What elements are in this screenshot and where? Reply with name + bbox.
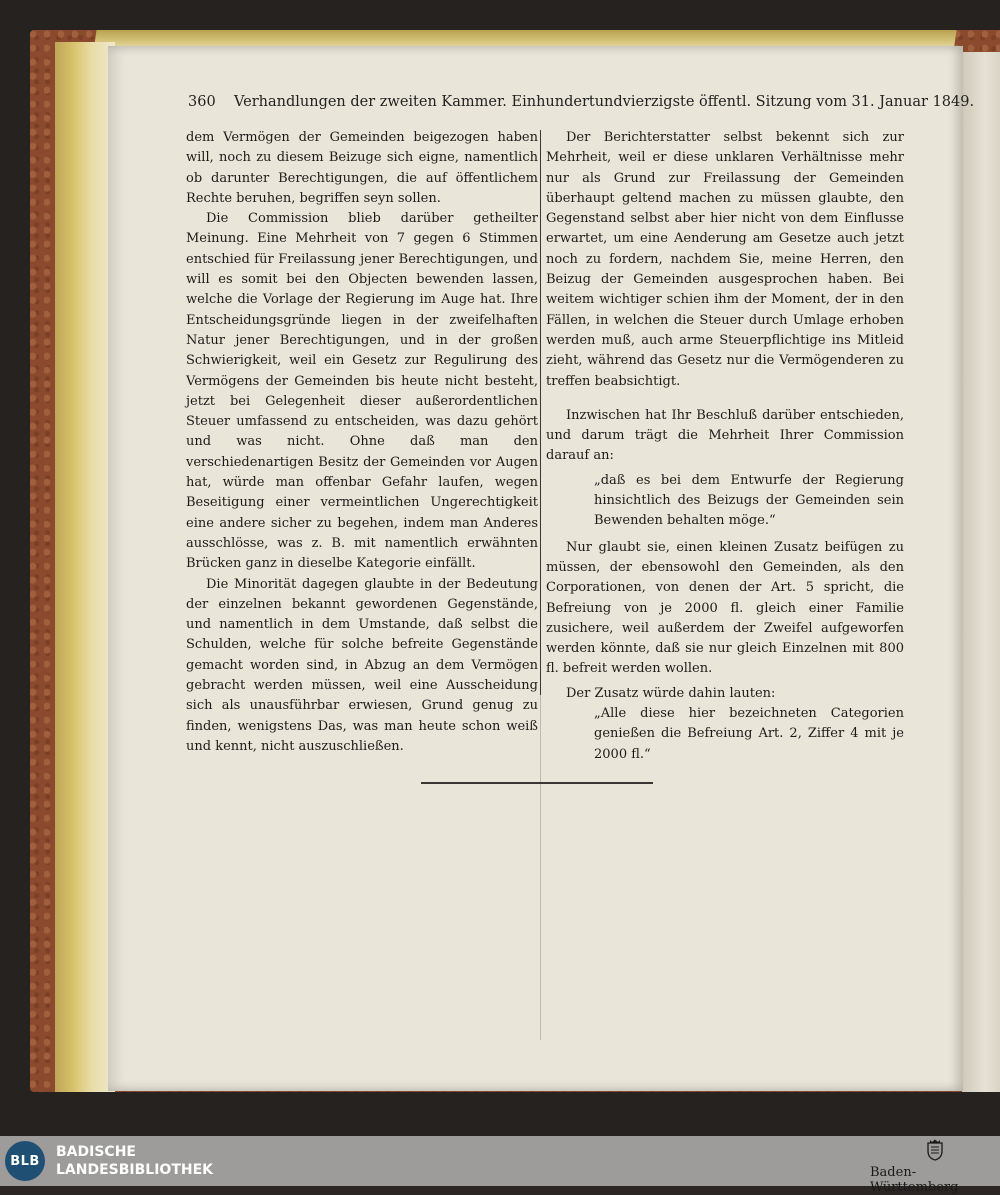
section-end-rule [421, 782, 653, 784]
running-title: Verhandlungen der zweiten Kammer. Einhundertundvierzigste öffentl. Sitzung vom 31. Januar 1849. [234, 94, 975, 110]
column-divider [540, 130, 541, 695]
column-divider-lower [540, 695, 541, 1040]
right-paragraph-4: Der Zusatz würde dahin lauten: [566, 685, 776, 701]
left-paragraph-3: Die Minorität dagegen glaubte in der Bedeutung der einzelnen bekannt gewordenen Gegenstände, und namentlich in dem Umstande, daß selbst die Schulden, welche für solche befreite Gegenstände gemacht worden sind, in Abzug an dem Vermögen gebracht werden müssen, weil eine Ausscheidung sich als unausführbar erwiesen, Grund genug zu finden, wenigstens Das, was man heute schon weiß und kennt, nicht auszuschließen. [186, 576, 538, 754]
facing-page-edge [962, 52, 1000, 1092]
right-column [546, 128, 904, 765]
left-paragraph-2: Die Commission blieb darüber getheilter Meinung. Eine Mehrheit von 7 gegen 6 Stimmen entschied für Freilassung jener Berechtigungen, und will es somit bei den Objecten bewenden lassen, welche die Vorlage der Regierung im Auge hat. Ihre Entscheidungsgründe liegen in der zweifelhaften Natur jener Berechtigungen, und in der großen Schwierigkeit, weil ein Gesetz zur Regulirung des Vermögens der Gemeinden bis heute nicht besteht, jetzt bei Gelegenheit dieser außerordentlichen Steuer umfassend zu entscheiden, was dazu gehört und was nicht. Ohne daß man den verschiedenartigen Besitz der Gemeinden vor Augen hat, würde man offenbar Gefahr laufen, wegen Beseitigung einer vermeintlichen Ungerechtigkeit eine andere sicher zu begehen, indem man Anderes ausschlösse, was z. B. mit namentlich erwähnten Brücken ganz in dieselbe Kategorie einfällt. [186, 211, 538, 572]
right-quote-1: „daß es bei dem Entwurfe der Regierung hinsichtlich des Beizugs der Gemeinden sein Bewenden behalten möge.“ [594, 472, 904, 529]
right-paragraph-1: Der Berichterstatter selbst bekennt sich zur Mehrheit, weil er diese unklaren Verhältnisse mehr nur als Grund zur Freilassung der Gemeinden überhaupt geltend machen zu müssen glaubte, den Gegenstand selbst aber hier nicht von dem Einflusse erwartet, um eine Aenderung am Gesetze auch jetzt noch zu fordern, nachdem Sie, meine Herren, den Beizug der Gemeinden ausgesprochen haben. Bei weitem wichtiger schien ihm der Moment, der in den Fällen, in welchen die Steuer durch Umlage erhoben werden muß, auch arme Steuerpflichtige ins Mitleid zieht, während das Gesetz nur die Vermögenderen zu treffen beabsichtigt. [546, 130, 904, 389]
right-paragraph-3: Nur glaubt sie, einen kleinen Zusatz beifügen zu müssen, der ebensowohl den Gemeinden, als den Corporationen, von denen der Art. 5 spricht, die Befreiung von je 2000 fl. gleich einer Familie zusichere, weil außerdem der Zweifel aufgeworfen werden könnte, daß sie nur gleich Einzelnen mit 800 fl. befreit werden wollen. [546, 539, 904, 677]
blb-logo[interactable]: BLB [5, 1141, 45, 1181]
page-edges-left [55, 42, 115, 1092]
page-number: 360 [188, 94, 216, 110]
state-name: Baden-Württemberg [870, 1165, 959, 1195]
left-column [186, 128, 538, 757]
library-name[interactable] [56, 1143, 256, 1179]
running-header [188, 94, 975, 116]
footer-bar [0, 1136, 1000, 1195]
library-name-line-1: BADISCHE [56, 1144, 136, 1160]
library-name-line-2: LANDESBIBLIOTHEK [56, 1162, 214, 1178]
left-paragraph-1: dem Vermögen der Gemeinden beigezogen haben will, noch zu diesem Beizuge sich eigne, namentlich ob darunter Berechtigungen, die auf öffentlichem Rechte beruhen, begriffen seyn sollen. [186, 130, 538, 206]
coat-of-arms-icon [926, 1139, 944, 1161]
right-quote-2: „Alle diese hier bezeichneten Categorien genießen die Befreiung Art. 2, Ziffer 4 mit je 2000 fl.“ [594, 706, 904, 762]
right-paragraph-2: Inzwischen hat Ihr Beschluß darüber entschieden, und darum trägt die Mehrheit Ihrer Commission darauf an: [546, 407, 904, 464]
